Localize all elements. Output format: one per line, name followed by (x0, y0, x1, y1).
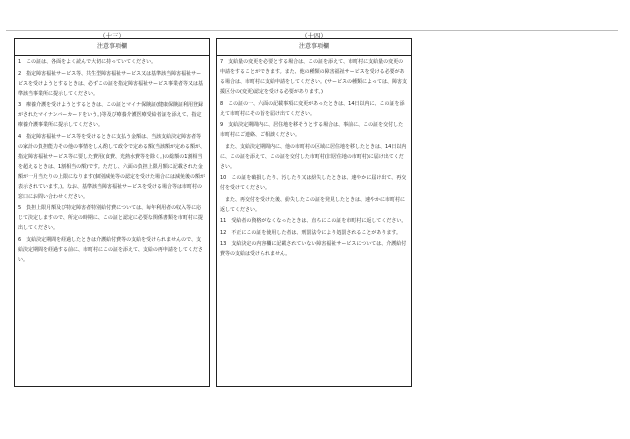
notice-item-7: 7 支給量の変更を必要とする場合は、この証を添えて、市町村に支給量の変更の申請をすることができます。また、他の種類の障害福祉サービスを受ける必要がある場合は、市町村に支給申請をしてください。(サービスの種類によっては、障害支援区分の(変更)認定を受ける必要があります。) (220, 59, 407, 95)
right-notice-panel (216, 38, 412, 387)
notice-item-9: 9 支給決定期間内に、居住地を移そうとする場合は、事前に、この証を交付した市町村にご連絡、ご相談ください。 (220, 122, 404, 138)
notice-item-6: 6 支給決定期間を経過したときは介護給付費等の支給を受けられませんので、支給決定期間を経過する前に、市町村にこの証を添えて、支給の再申請をしてください。 (18, 236, 203, 263)
right-panel-title: （十四） (301, 32, 327, 40)
left-notice-panel (14, 38, 210, 387)
right-panel-body (217, 56, 411, 259)
notice-item-5: 5 負担上限月額及び特定障害者特別給付費については、毎年利用者の収入等に応じて決定しますので、所定の時期に、この証と認定に必要な関係書類を市町村に提出してください。 (18, 205, 203, 231)
notice-item-12: 12 不正にこの証を使用した者は、刑罰法令により処罰されることがあります。 (220, 229, 401, 236)
notice-item-8: 8 この証の一、六面の記載事項に変更があったときは、14日以内に、この証を添えて市町村にその旨を届け出てください。 (220, 100, 405, 117)
right-panel-header: 注意事項欄 (217, 39, 411, 56)
notice-item-11: 11 受給者の資格がなくなったときは、直ちにこの証を市町村に返してください。 (220, 218, 407, 224)
notice-item-1: 1 この証は、各面をよく読んで大切に持っていてください。 (18, 59, 157, 65)
notice-item-9-continued: また、支給決定期間内に、他の市町村の区域に居住地を移したときは、14日以内に、この証を添えて、この証を交付した市町村(旧居住地の市町村)に届け出てください。 (220, 143, 407, 170)
notice-item-10: 10 この証を破損したり、汚したり又は紛失したときは、速やかに届け出て、再交付を受けてください。 (220, 175, 407, 191)
notice-item-10-continued: また、再交付を受けた後、紛失したこの証を発見したときは、速やかに市町村に返してください。 (220, 196, 406, 213)
left-panel-title: （十三） (99, 32, 125, 40)
left-panel-body (15, 56, 209, 265)
notice-item-3: 3 療養介護を受けようとするときは、この証とマイナ保険証(健康保険証利用登録がされたマイナンバーカードをいう。)等及び療養介護医療受給者証を添えて、指定療養介護事業所に提示してください。 (18, 102, 204, 128)
left-panel-header: 注意事項欄 (15, 39, 209, 56)
notice-item-13: 13 支給決定の内容欄に記載されていない障害福祉サービスについては、介護給付費等の支給は受けられません。 (220, 241, 407, 257)
notice-item-2: 2 指定障害福祉サービス等、共生型障害福祉サービス又は基準該当障害福祉サービスを受けようとするときは、必ずこの証を指定障害福祉サービス事業者等又は基準該当事業所に提示してください。 (18, 70, 204, 97)
page-top-rule (6, 30, 618, 31)
notice-item-4: 4 指定障害福祉サービス等を受けるときに支払う金額は、当該支給決定障害者等の家計の負担能力その他の事情をしん酌して政令で定める額(当該額が定める額が、指定障害福祉サービス等に要した費用(食費、光熱水費等を除く。)の総額の1割相当を超えるときは、1割相当の額)です。ただし、六面の負担上限月額に記載された金額が一月当たりの上限になります(個別減免等の認定を受けた場合には減免後の額が表示されています。)。なお、基準該当障害福祉サービスを受ける場合等は市町村の窓口にお問い合わせください。 (18, 133, 205, 200)
